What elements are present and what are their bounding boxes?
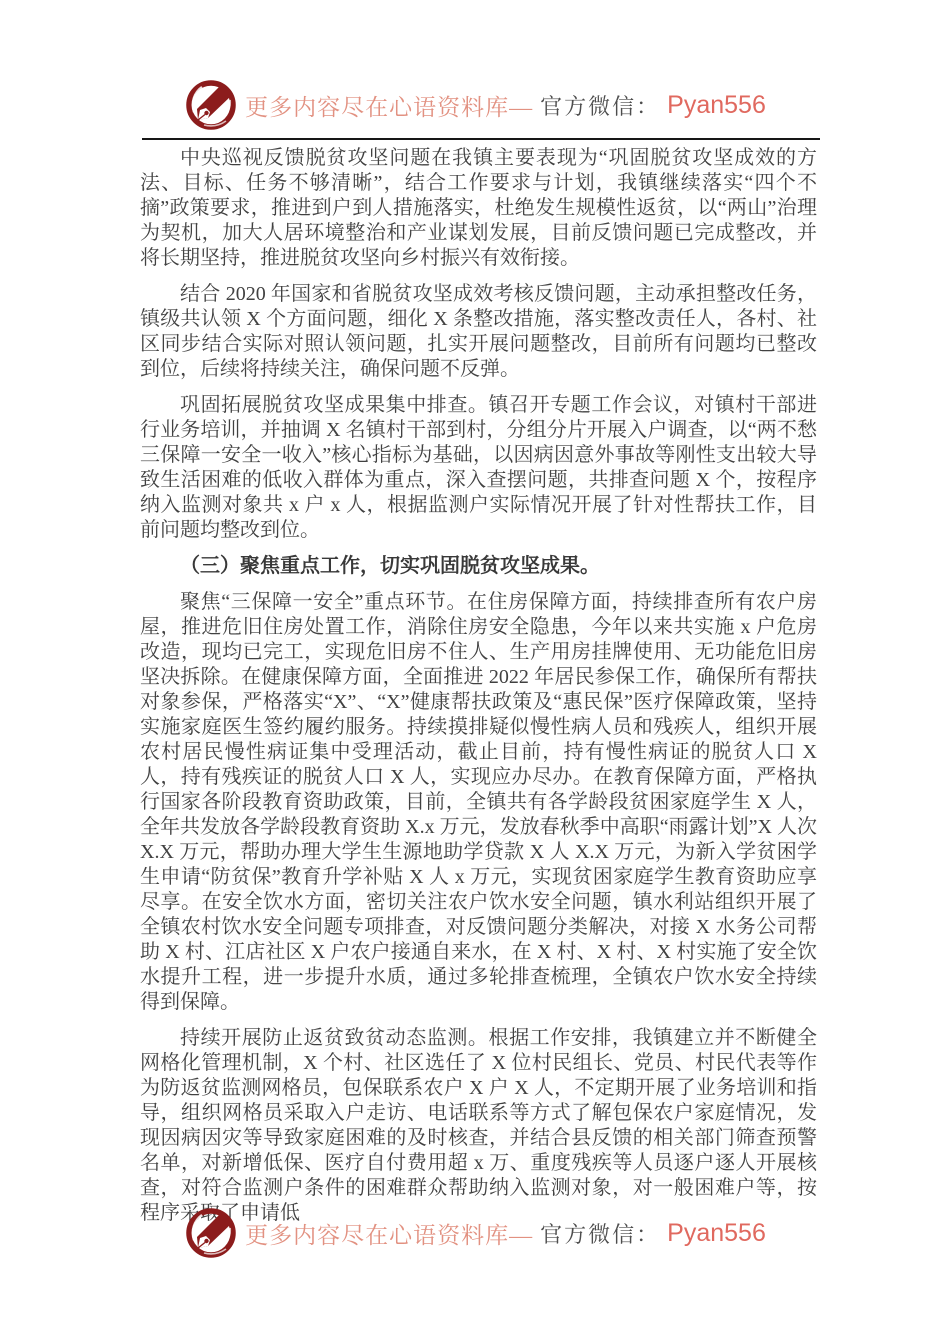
wechat-label: 官方微信： bbox=[540, 93, 661, 119]
brand-slogan: 更多内容尽在心语资料库— bbox=[245, 1222, 534, 1248]
page-footer bbox=[0, 1206, 950, 1260]
body-paragraph-centralized-screening: 巩固拓展脱贫攻坚成果集中排查。镇召开专题工作会议，对镇村干部进行业务培训，并抽调 X 名镇村干部到村，分组分片开展入户调查，以“两不愁三保障一安全一收入”核心指标为基础，以因病因意外事故等刚性支出较大导致生活困难的低收入群体为重点，深入查摆问题，共排查问题 X 个，按程序纳入监测对象共 x 户 x 人，根据监测户实际情况开展了针对性帮扶工作，目前问题均整改到位。 bbox=[140, 394, 817, 541]
document-body bbox=[140, 146, 817, 1237]
wechat-label: 官方微信： bbox=[540, 1221, 661, 1247]
body-paragraph-central-inspection: 中央巡视反馈脱贫攻坚问题在我镇主要表现为“巩固脱贫攻坚成效的方法、目标、任务不够清晰”，结合工作要求与计划，我镇继续落实“四个不摘”政策要求，推进到户到人措施落实，杜绝发生规模性返贫，以“两山”治理为契机，加大人居环境整治和产业谋划发展，目前反馈问题已完成整改，并将长期坚持，推进脱贫攻坚向乡村振兴有效衔接。 bbox=[140, 147, 817, 269]
body-paragraph-dynamic-monitoring: 持续开展防止返贫致贫动态监测。根据工作安排，我镇建立并不断健全网格化管理机制，X 个村、社区选任了 X 位村民组长、党员、村民代表等作为防返贫监测网格员，包保联系农户 X 户 X 人，不定期开展了业务培训和指导，组织网格员采取入户走访、电话联系等方式了解包保农户家庭情况，发现因病因灾等导致家庭困难的及时核查，并结合县反馈的相关部门筛查预警名单，对新增低保、医疗自付费用超 x 万、重度残疾等人员逐户逐人开展核查，对符合监测户条件的困难群众帮助纳入监测对象，对一般困难户等，按程序采取了申请低 bbox=[140, 1027, 817, 1224]
header-divider bbox=[142, 138, 820, 140]
body-paragraph-assessment-feedback: 结合 2020 年国家和省脱贫攻坚成效考核反馈问题，主动承担整改任务，镇级共认领 X 个方面问题，细化 X 条整改措施，落实整改责任人，各村、社区同步结合实际对照认领问题，扎实开展问题整改，目前所有问题均已整改到位，后续将持续关注，确保问题不反弹。 bbox=[140, 283, 817, 380]
pen-nib-circle-logo-icon bbox=[184, 1206, 238, 1260]
body-paragraph-three-guarantees: 聚焦“三保障一安全”重点环节。在住房保障方面，持续排查所有农户房屋，推进危旧住房处置工作，消除住房安全隐患，今年以来共实施 x 户危房改造，现均已完工，实现危旧房不住人、生产用房挂牌使用、无功能危旧房坚决拆除。在健康保障方面，全面推进 2022 年居民参保工作，确保所有帮扶对象参保，严格落实“X”、“X”健康帮扶政策及“惠民保”医疗保障政策，坚持实施家庭医生签约履约服务。持续摸排疑似慢性病人员和残疾人，组织开展农村居民慢性病证集中受理活动，截止目前，持有慢性病证的脱贫人口 X 人，持有残疾证的脱贫人口 X 人，实现应办尽办。在教育保障方面，严格执行国家各阶段教育资助政策，目前，全镇共有各学龄段贫困家庭学生 X 人，全年共发放各学龄段教育资助 X.x 万元，发放春秋季中高职“雨露计划”X 人次 X.X 万元，帮助办理大学生生源地助学贷款 X 人 X.X 万元，为新入学贫困学生申请“防贫保”教育升学补贴 X 人 x 万元，实现贫困家庭学生教育资助应享尽享。在安全饮水方面，密切关注农户饮水安全问题，镇水利站组织开展了全镇农村饮水安全问题专项排查，对反馈问题分类解决，对接 X 水务公司帮助 X 村、江店社区 X 户农户接通自来水，在 X 村、X 村、X 村实施了安全饮水提升工程，进一步提升水质，通过多轮排查梳理，全镇农户饮水安全持续得到保障。 bbox=[140, 591, 817, 1013]
section-heading: （三）聚焦重点工作，切实巩固脱贫攻坚成果。 bbox=[180, 555, 600, 577]
page-header bbox=[0, 78, 950, 132]
wechat-id: Pyan556 bbox=[667, 1218, 766, 1247]
wechat-id: Pyan556 bbox=[667, 90, 766, 119]
brand-slogan: 更多内容尽在心语资料库— bbox=[245, 94, 534, 120]
pen-nib-circle-logo-icon bbox=[184, 78, 238, 132]
